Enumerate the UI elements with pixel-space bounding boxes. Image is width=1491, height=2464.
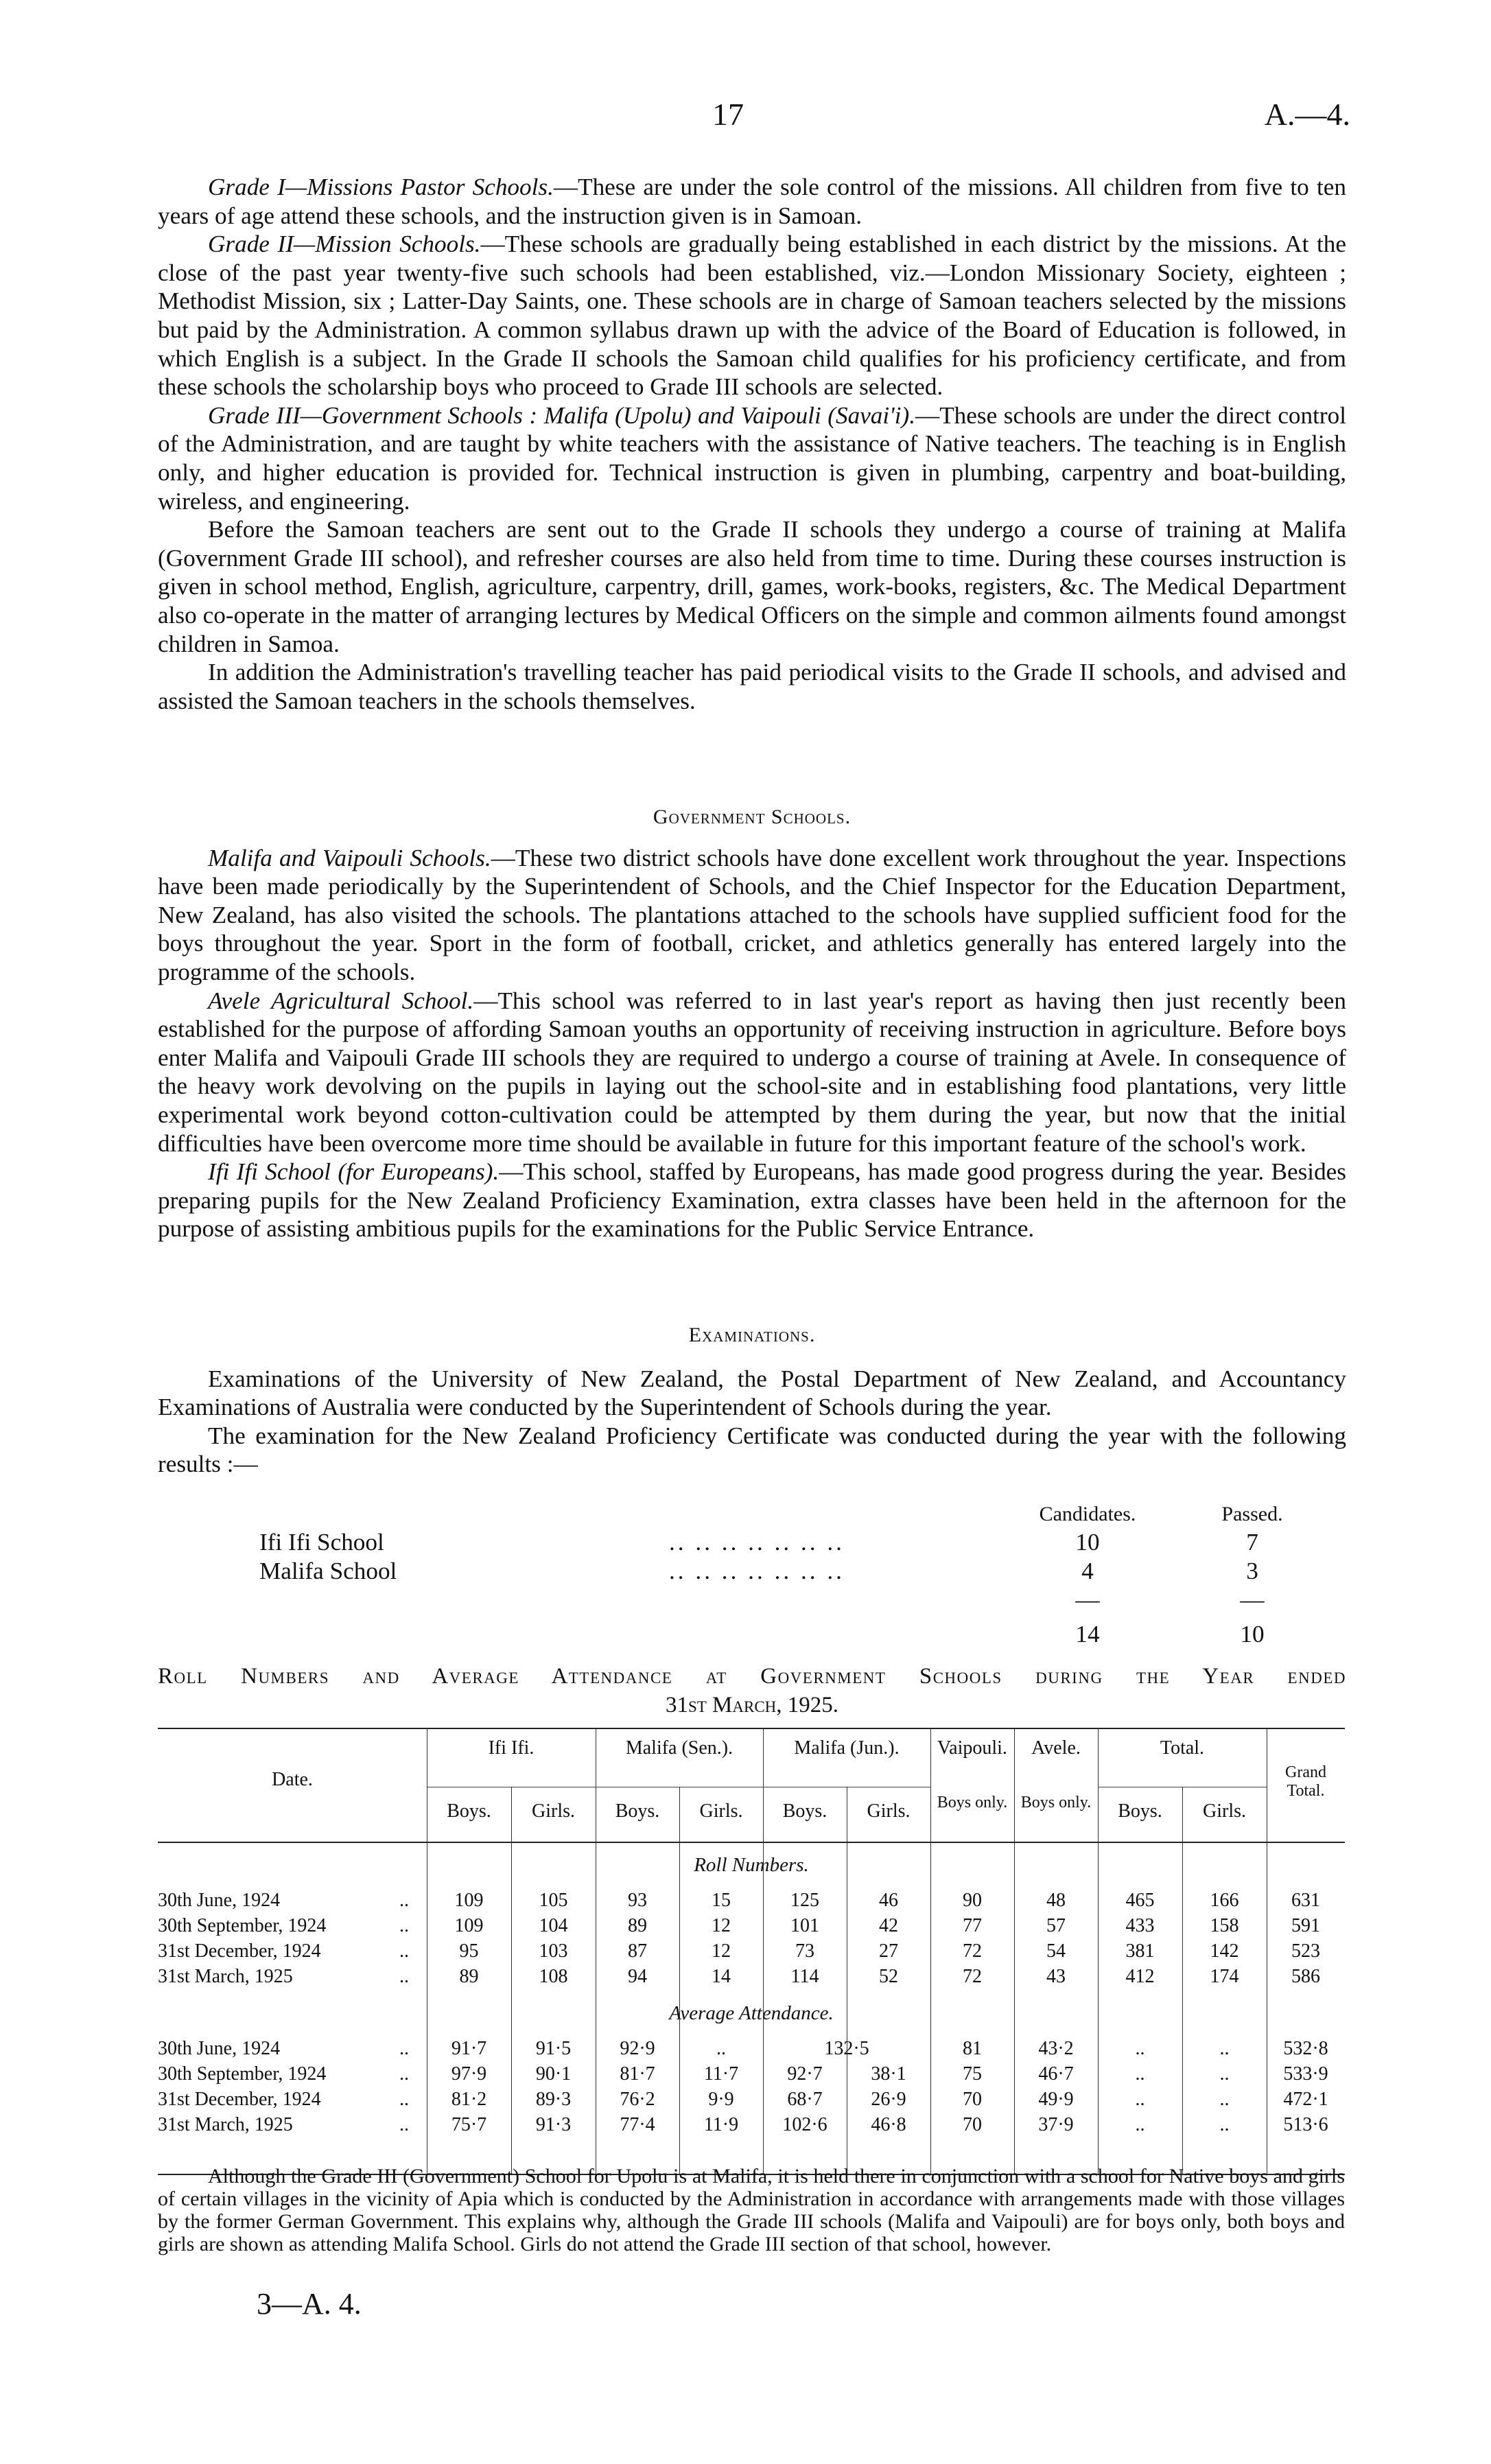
table-cell: 52 bbox=[879, 1966, 898, 1987]
paragraph-grade-2 bbox=[158, 230, 1346, 401]
row-date: 31st December, 1924 bbox=[158, 2089, 321, 2110]
passed-value: 7 bbox=[1246, 1529, 1258, 1556]
header-boys: Boys. bbox=[1118, 1800, 1162, 1822]
paragraph-examinations: Examinations of the University of New Zealand, the Postal Department of New Zealand, and Accountancy Examinations of Australia were conducted by the Superintendent of Schools during the year. bbox=[158, 1365, 1346, 1421]
document-reference: A.—4. bbox=[1264, 97, 1350, 132]
row-date: 30th June, 1924 bbox=[158, 1890, 281, 1911]
dot-leader: .. bbox=[399, 2114, 409, 2135]
row-date: 30th September, 1924 bbox=[158, 2063, 327, 2085]
table-cell: 49·9 bbox=[1038, 2089, 1074, 2110]
table-cell: .. bbox=[716, 2038, 726, 2059]
table-cell: 586 bbox=[1291, 1966, 1320, 1987]
proficiency-row bbox=[158, 1529, 1346, 1558]
paragraph-text: In addition the Administration's travelling teacher has paid periodical visits to the Grade II schools, and advised and assisted the Samoan teachers in the schools themselves. bbox=[158, 659, 1346, 714]
table-cell: 95 bbox=[459, 1940, 479, 1962]
row-date: 30th September, 1924 bbox=[158, 1915, 327, 1936]
table-cell: .. bbox=[1219, 2089, 1230, 2110]
table-cell: 46 bbox=[879, 1890, 898, 1911]
header-vaipouli: Vaipouli. bbox=[937, 1737, 1007, 1759]
dot-leader: .. bbox=[399, 2038, 409, 2059]
table-cell: 533·9 bbox=[1283, 2063, 1328, 2085]
table-cell: 38·1 bbox=[871, 2063, 906, 2085]
paragraph-lead: Malifa and Vaipouli Schools. bbox=[208, 844, 491, 871]
table-cell: 631 bbox=[1291, 1890, 1320, 1911]
section-roll-numbers: Roll Numbers. bbox=[694, 1854, 809, 1876]
total-passed: 10 bbox=[1240, 1621, 1265, 1647]
header-boys-only: Boys only. bbox=[1020, 1794, 1092, 1811]
table-cell: 37·9 bbox=[1038, 2114, 1074, 2135]
row-date: 31st March, 1925 bbox=[158, 2114, 293, 2135]
header-boys: Boys. bbox=[615, 1800, 660, 1822]
table-cell: 97·9 bbox=[451, 2063, 487, 2085]
paragraph-text: —These schools are gradually being established in each district by the missions. At the close of the past year twenty-five such schools had been established, viz.—London Missionary Society, eighteen ; Methodist Mission, six ; Latter-Day Saints, one. These schools are in charge of Samoan teachers selected by the missions but paid by the Administration. A common syllabus drawn up with the advice of the Board of Education is followed, in which English is a subject. In the Grade II schools the Samoan child qualifies for his proficiency certificate, and from these schools the scholarship boys who proceed to Grade III schools are selected. bbox=[158, 231, 1346, 401]
paragraph-avele bbox=[158, 987, 1346, 1158]
rule-mark: — bbox=[1240, 1586, 1265, 1613]
dot-leader: .. bbox=[399, 2089, 409, 2110]
dot-leader: .. bbox=[399, 1915, 409, 1936]
paragraph-grade-1 bbox=[158, 173, 1346, 230]
row-date: 31st March, 1925 bbox=[158, 1966, 293, 1987]
dot-leader: .. .. .. .. .. .. .. bbox=[669, 1558, 845, 1584]
paragraph-text: —This school, staffed by Europeans, has made good progress during the year. Besides preparing pupils for the New Zealand Proficiency Examination, extra classes have been held in the afternoon for the purpose of assisting ambitious pupils for the examinations for the Public Service Entrance. bbox=[158, 1158, 1346, 1243]
dot-leader: .. bbox=[399, 2063, 409, 2085]
table-cell: 26·9 bbox=[871, 2089, 906, 2110]
table-cell: 103 bbox=[539, 1940, 568, 1962]
table-cell: 9·9 bbox=[708, 2089, 734, 2110]
table-cell: .. bbox=[1135, 2038, 1145, 2059]
table-cell: 12 bbox=[712, 1940, 731, 1962]
column-passed: Passed. bbox=[1221, 1503, 1283, 1525]
table-cell: 591 bbox=[1291, 1915, 1320, 1936]
paragraph-grade-3 bbox=[158, 401, 1346, 515]
total-candidates: 14 bbox=[1075, 1621, 1100, 1647]
signature-reference: 3—A. 4. bbox=[257, 2287, 362, 2321]
table-cell: 91·7 bbox=[451, 2038, 487, 2059]
table-cell: 89 bbox=[459, 1966, 479, 1987]
table-cell: 73 bbox=[795, 1940, 814, 1962]
government-schools-section bbox=[158, 803, 1346, 1243]
proficiency-results bbox=[158, 1503, 1346, 1650]
table-cell: 81·2 bbox=[451, 2089, 487, 2110]
paragraph-text: —These schools are under the direct control of the Administration, and are taught by white teachers with the assistance of Native teachers. The teaching is in English only, and higher education is provided for. Technical instruction is given in plumbing, carpentry and boat-building, wireless, and engineering. bbox=[158, 401, 1346, 515]
paragraph-lead: Avele Agricultural School. bbox=[208, 987, 474, 1014]
table-cell: 15 bbox=[712, 1890, 731, 1911]
header-boys-only: Boys only. bbox=[937, 1794, 1008, 1811]
table-cell: 472·1 bbox=[1283, 2089, 1328, 2110]
table-cell: 70 bbox=[963, 2089, 982, 2110]
passed-value: 3 bbox=[1246, 1558, 1258, 1584]
table-cell: 523 bbox=[1291, 1940, 1320, 1962]
candidates-value: 4 bbox=[1081, 1558, 1094, 1584]
header-ifi-ifi: Ifi Ifi. bbox=[488, 1737, 535, 1759]
table-cell: 158 bbox=[1210, 1915, 1239, 1936]
header-girls: Girls. bbox=[867, 1800, 911, 1822]
header-girls: Girls. bbox=[1203, 1800, 1246, 1822]
row-date: 30th June, 1924 bbox=[158, 2038, 281, 2059]
table-cell: .. bbox=[1219, 2114, 1230, 2135]
table-cell: 14 bbox=[712, 1966, 731, 1987]
header-boys: Boys. bbox=[447, 1800, 491, 1822]
table-cell: 92·7 bbox=[787, 2063, 823, 2085]
table-cell: 72 bbox=[963, 1966, 982, 1987]
table-cell: 72 bbox=[963, 1940, 982, 1962]
table-cell: 90 bbox=[963, 1890, 982, 1911]
header-date: Date. bbox=[272, 1769, 313, 1790]
paragraph-text: —These two district schools have done excellent work throughout the year. Inspections have been made periodically by the Superintendent of Schools, and the Chief Inspector for the Education Department, New Zealand, has also visited the schools. The plantations attached to the schools have supplied sufficient food for the boys throughout the year. Sport in the form of football, cricket, and athletics generally has entered largely into the programme of the schools. bbox=[158, 844, 1346, 985]
header-grand-total: Grand Total. bbox=[1285, 1763, 1326, 1800]
table-cell: 513·6 bbox=[1283, 2114, 1328, 2135]
page-number: 17 bbox=[712, 97, 744, 132]
table-cell: 433 bbox=[1125, 1915, 1155, 1936]
grades-section bbox=[158, 173, 1346, 715]
table-cell: 104 bbox=[539, 1915, 568, 1936]
table-cell: 70 bbox=[963, 2114, 982, 2135]
paragraph-lead: Grade II—Mission Schools. bbox=[208, 231, 481, 258]
table-cell: 11·9 bbox=[703, 2114, 739, 2135]
proficiency-total-row bbox=[158, 1621, 1346, 1650]
table-cell: 125 bbox=[790, 1890, 819, 1911]
paragraph-text: —These are under the sole control of the missions. All children from five to ten years of age attend these schools, and the instruction given is in Samoan. bbox=[158, 174, 1346, 229]
table-cell: 68·7 bbox=[787, 2089, 823, 2110]
paragraph-text: Before the Samoan teachers are sent out to the Grade II schools they undergo a course of training at Malifa (Government Grade III school), and refresher courses are also held from time to time. During these courses instruction is given in school method, English, agriculture, carpentry, drill, games, work-books, registers, &c. The Medical Department also co-operate in the matter of arranging lectures by Medical Officers on the simple and common ailments found amongst children in Samoa. bbox=[158, 516, 1346, 657]
paragraph-malifa-vaipouli bbox=[158, 844, 1346, 987]
row-date: 31st December, 1924 bbox=[158, 1940, 321, 1962]
paragraph-proficiency: The examination for the New Zealand Proficiency Certificate was conducted during the year with the following results :— bbox=[158, 1422, 1346, 1478]
section-heading-government: Government Schools. bbox=[653, 806, 852, 828]
table-cell: 12 bbox=[712, 1915, 731, 1936]
dot-leader: .. bbox=[399, 1966, 409, 1987]
table-cell: .. bbox=[1135, 2063, 1145, 2085]
school-name: Malifa School bbox=[259, 1558, 397, 1584]
table-cell: 532·8 bbox=[1283, 2038, 1328, 2059]
paragraph-teacher-training bbox=[158, 515, 1346, 658]
sum-rule bbox=[158, 1586, 1346, 1621]
table-cell: 27 bbox=[879, 1940, 898, 1962]
header-total: Total. bbox=[1160, 1737, 1205, 1759]
table-cell: 381 bbox=[1125, 1940, 1155, 1962]
table-cell: 91·3 bbox=[535, 2114, 572, 2135]
table-cell: 108 bbox=[539, 1966, 568, 1987]
header-malifa-jun: Malifa (Jun.). bbox=[794, 1737, 900, 1759]
table-cell: 174 bbox=[1210, 1966, 1239, 1987]
table-cell: 101 bbox=[790, 1915, 819, 1936]
table-cell: 43·2 bbox=[1038, 2038, 1074, 2059]
header-girls: Girls. bbox=[699, 1800, 743, 1822]
dot-leader: .. bbox=[399, 1940, 409, 1962]
table-cell: 54 bbox=[1046, 1940, 1066, 1962]
table-cell: 75 bbox=[963, 2063, 982, 2085]
title-line-2: 31st March, 1925. bbox=[665, 1693, 839, 1717]
table-cell: 77·4 bbox=[620, 2114, 655, 2135]
table-cell: 92·9 bbox=[620, 2038, 655, 2059]
table-cell: 109 bbox=[454, 1890, 484, 1911]
paragraph-ifi-ifi bbox=[158, 1158, 1346, 1243]
paragraph-lead: Grade III—Government Schools : Malifa (Upolu) and Vaipouli (Savai'i). bbox=[208, 401, 915, 429]
column-candidates: Candidates. bbox=[1039, 1503, 1136, 1525]
table-cell: 90·1 bbox=[535, 2063, 572, 2085]
table-cell: 57 bbox=[1046, 1915, 1066, 1936]
table-cell: 76·2 bbox=[620, 2089, 655, 2110]
header-malifa-sen: Malifa (Sen.). bbox=[625, 1737, 733, 1759]
footnote-text: Although the Grade III (Government) School for Upolu is at Malifa, it is held there in conjunction with a school for Native boys and girls of certain villages in the vicinity of Apia which is conducted by the Administration in accordance with arrangements made with those villages by the former German Government. This explains why, although the Grade III schools (Malifa and Vaipouli) are for boys only, both boys and girls are shown as attending Malifa School. Girls do not attend the Grade III section of that school, however. bbox=[158, 2165, 1345, 2255]
table-cell: 132·5 bbox=[824, 2038, 869, 2059]
table-cell: 102·6 bbox=[782, 2114, 827, 2135]
school-name: Ifi Ifi School bbox=[259, 1529, 384, 1556]
table-cell: 43 bbox=[1046, 1966, 1066, 1987]
dot-leader: .. bbox=[399, 1890, 409, 1911]
roll-table-title bbox=[158, 1662, 1346, 1720]
candidates-value: 10 bbox=[1075, 1529, 1100, 1556]
table-cell: .. bbox=[1135, 2114, 1145, 2135]
title-line-1: Roll Numbers and Average Attendance at Government Schools during the Year ended bbox=[158, 1664, 1346, 1689]
dot-leader: .. .. .. .. .. .. .. bbox=[669, 1529, 845, 1556]
paragraph-travelling-teacher bbox=[158, 658, 1346, 715]
table-cell: 46·8 bbox=[871, 2114, 906, 2135]
examinations-section bbox=[158, 1321, 1346, 1479]
paragraph-text: —This school was referred to in last year's report as having then just recently been established for the purpose of affording Samoan youths an opportunity of receiving instruction in agriculture. Before boys enter Malifa and Vaipouli Grade III schools they are required to undergo a course of training at Avele. In consequence of the heavy work devolving on the pupils in laying out the school-site and in establishing food plantations, very little experimental work beyond cotton-cultivation could be attempted by them during the year, but now that the initial difficulties have been overcome more time should be available in future for this important feature of the school's work. bbox=[158, 987, 1347, 1157]
proficiency-row bbox=[158, 1558, 1346, 1586]
table-cell: 77 bbox=[963, 1915, 982, 1936]
header-boys: Boys. bbox=[782, 1800, 827, 1822]
table-cell: 81·7 bbox=[620, 2063, 655, 2085]
table-cell: 465 bbox=[1125, 1890, 1155, 1911]
table-cell: 109 bbox=[454, 1915, 484, 1936]
table-cell: 48 bbox=[1046, 1890, 1066, 1911]
table-cell: 91·5 bbox=[535, 2038, 572, 2059]
table-cell: .. bbox=[1219, 2063, 1230, 2085]
header-avele: Avele. bbox=[1031, 1737, 1081, 1759]
table-cell: 11·7 bbox=[703, 2063, 739, 2085]
paragraph-lead: Ifi Ifi School (for Europeans). bbox=[208, 1158, 500, 1186]
table-cell: 81 bbox=[963, 2038, 982, 2059]
header-girls: Girls. bbox=[532, 1800, 575, 1822]
table-cell: 89 bbox=[628, 1915, 647, 1936]
table-cell: 75·7 bbox=[451, 2114, 487, 2135]
table-cell: .. bbox=[1219, 2038, 1230, 2059]
table-cell: 142 bbox=[1210, 1940, 1239, 1962]
table-cell: 94 bbox=[628, 1966, 647, 1987]
section-average-attendance: Average Attendance. bbox=[669, 2002, 834, 2024]
table-cell: 114 bbox=[790, 1966, 819, 1987]
table-cell: 42 bbox=[879, 1915, 898, 1936]
section-heading-examinations: Examinations. bbox=[688, 1324, 816, 1346]
table-cell: 87 bbox=[628, 1940, 647, 1962]
table-cell: 93 bbox=[628, 1890, 647, 1911]
rule-mark: — bbox=[1075, 1586, 1100, 1613]
table-cell: 89·3 bbox=[535, 2089, 572, 2110]
footnote bbox=[158, 2165, 1345, 2255]
table-cell: 166 bbox=[1210, 1890, 1239, 1911]
table-cell: .. bbox=[1135, 2089, 1145, 2110]
table-cell: 46·7 bbox=[1038, 2063, 1074, 2085]
table-cell: 412 bbox=[1125, 1966, 1155, 1987]
table-cell: 105 bbox=[539, 1890, 568, 1911]
paragraph-lead: Grade I—Missions Pastor Schools. bbox=[208, 174, 554, 200]
